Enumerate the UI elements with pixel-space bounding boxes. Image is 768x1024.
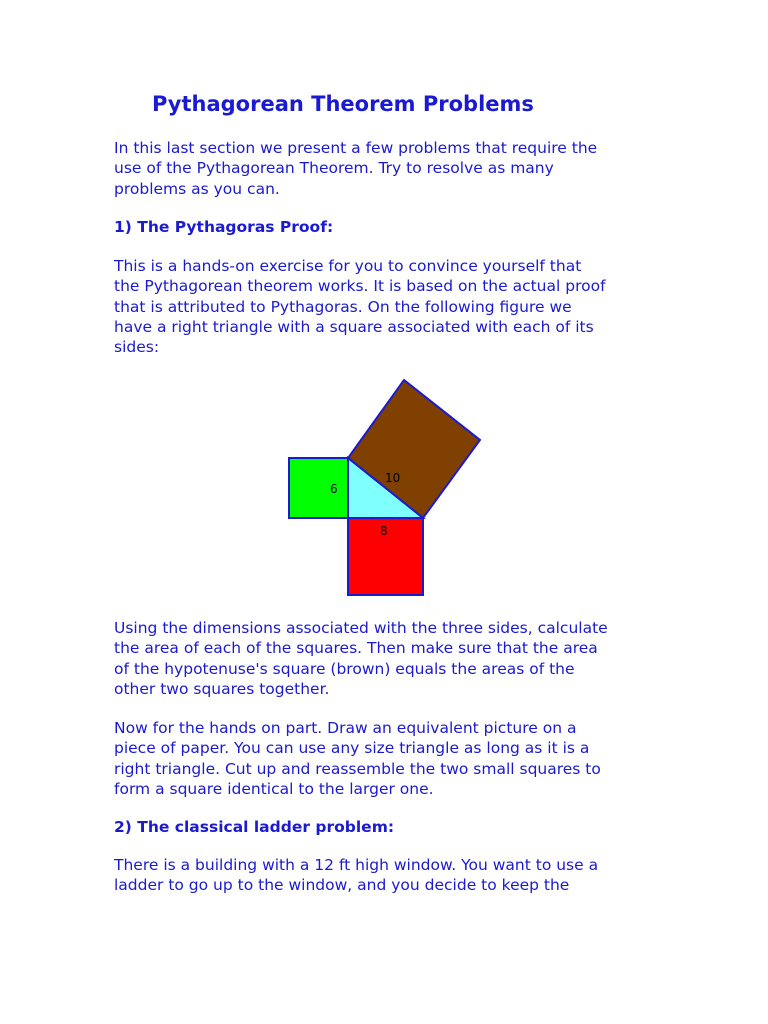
section1-body-line: sides: [114, 338, 160, 357]
section2-heading: 2) The classical ladder problem: [114, 818, 395, 836]
hands-on-paragraph [114, 718, 674, 799]
area-instructions-line: other two squares together. [114, 679, 330, 698]
intro-paragraph [114, 138, 674, 199]
short-leg-label: 6 [330, 482, 338, 496]
hypotenuse-label: 10 [385, 471, 401, 485]
section1-body [114, 256, 674, 357]
section1-body-line: the Pythagorean theorem works. It is based on the actual proof [114, 277, 606, 296]
pythagoras-figure [284, 376, 486, 600]
intro-line: use of the Pythagorean Theorem. Try to resolve as many [114, 159, 554, 178]
area-instructions-line: of the hypotenuse's square (brown) equals the areas of the [114, 659, 575, 678]
page-title: Pythagorean Theorem Problems [152, 92, 534, 116]
section1-body-line: have a right triangle with a square associated with each of its [114, 317, 594, 336]
hands-on-line: form a square identical to the larger one. [114, 779, 434, 798]
long-leg-label: 8 [380, 524, 388, 538]
area-instructions [114, 618, 674, 699]
area-instructions-line: the area of each of the squares. Then make sure that the area [114, 639, 598, 658]
section1-body-line: This is a hands-on exercise for you to convince yourself that [114, 257, 582, 275]
pythagoras-diagram [284, 376, 486, 600]
hands-on-line: Now for the hands on part. Draw an equivalent picture on a [114, 719, 577, 737]
intro-line: problems as you can. [114, 179, 280, 198]
short-leg-square [289, 458, 348, 518]
hands-on-line: right triangle. Cut up and reassemble the two small squares to [114, 759, 601, 778]
section1-heading: 1) The Pythagoras Proof: [114, 218, 334, 236]
intro-line: In this last section we present a few problems that require the [114, 139, 598, 157]
area-instructions-line: Using the dimensions associated with the three sides, calculate [114, 619, 608, 637]
section1-body-line: that is attributed to Pythagoras. On the following figure we [114, 297, 572, 316]
section2-body-line: There is a building with a 12 ft high window. You want to use a [114, 856, 599, 874]
hands-on-line: piece of paper. You can use any size triangle as long as it is a [114, 739, 590, 758]
section2-body [114, 855, 674, 896]
section2-body-line: ladder to go up to the window, and you decide to keep the [114, 876, 570, 895]
